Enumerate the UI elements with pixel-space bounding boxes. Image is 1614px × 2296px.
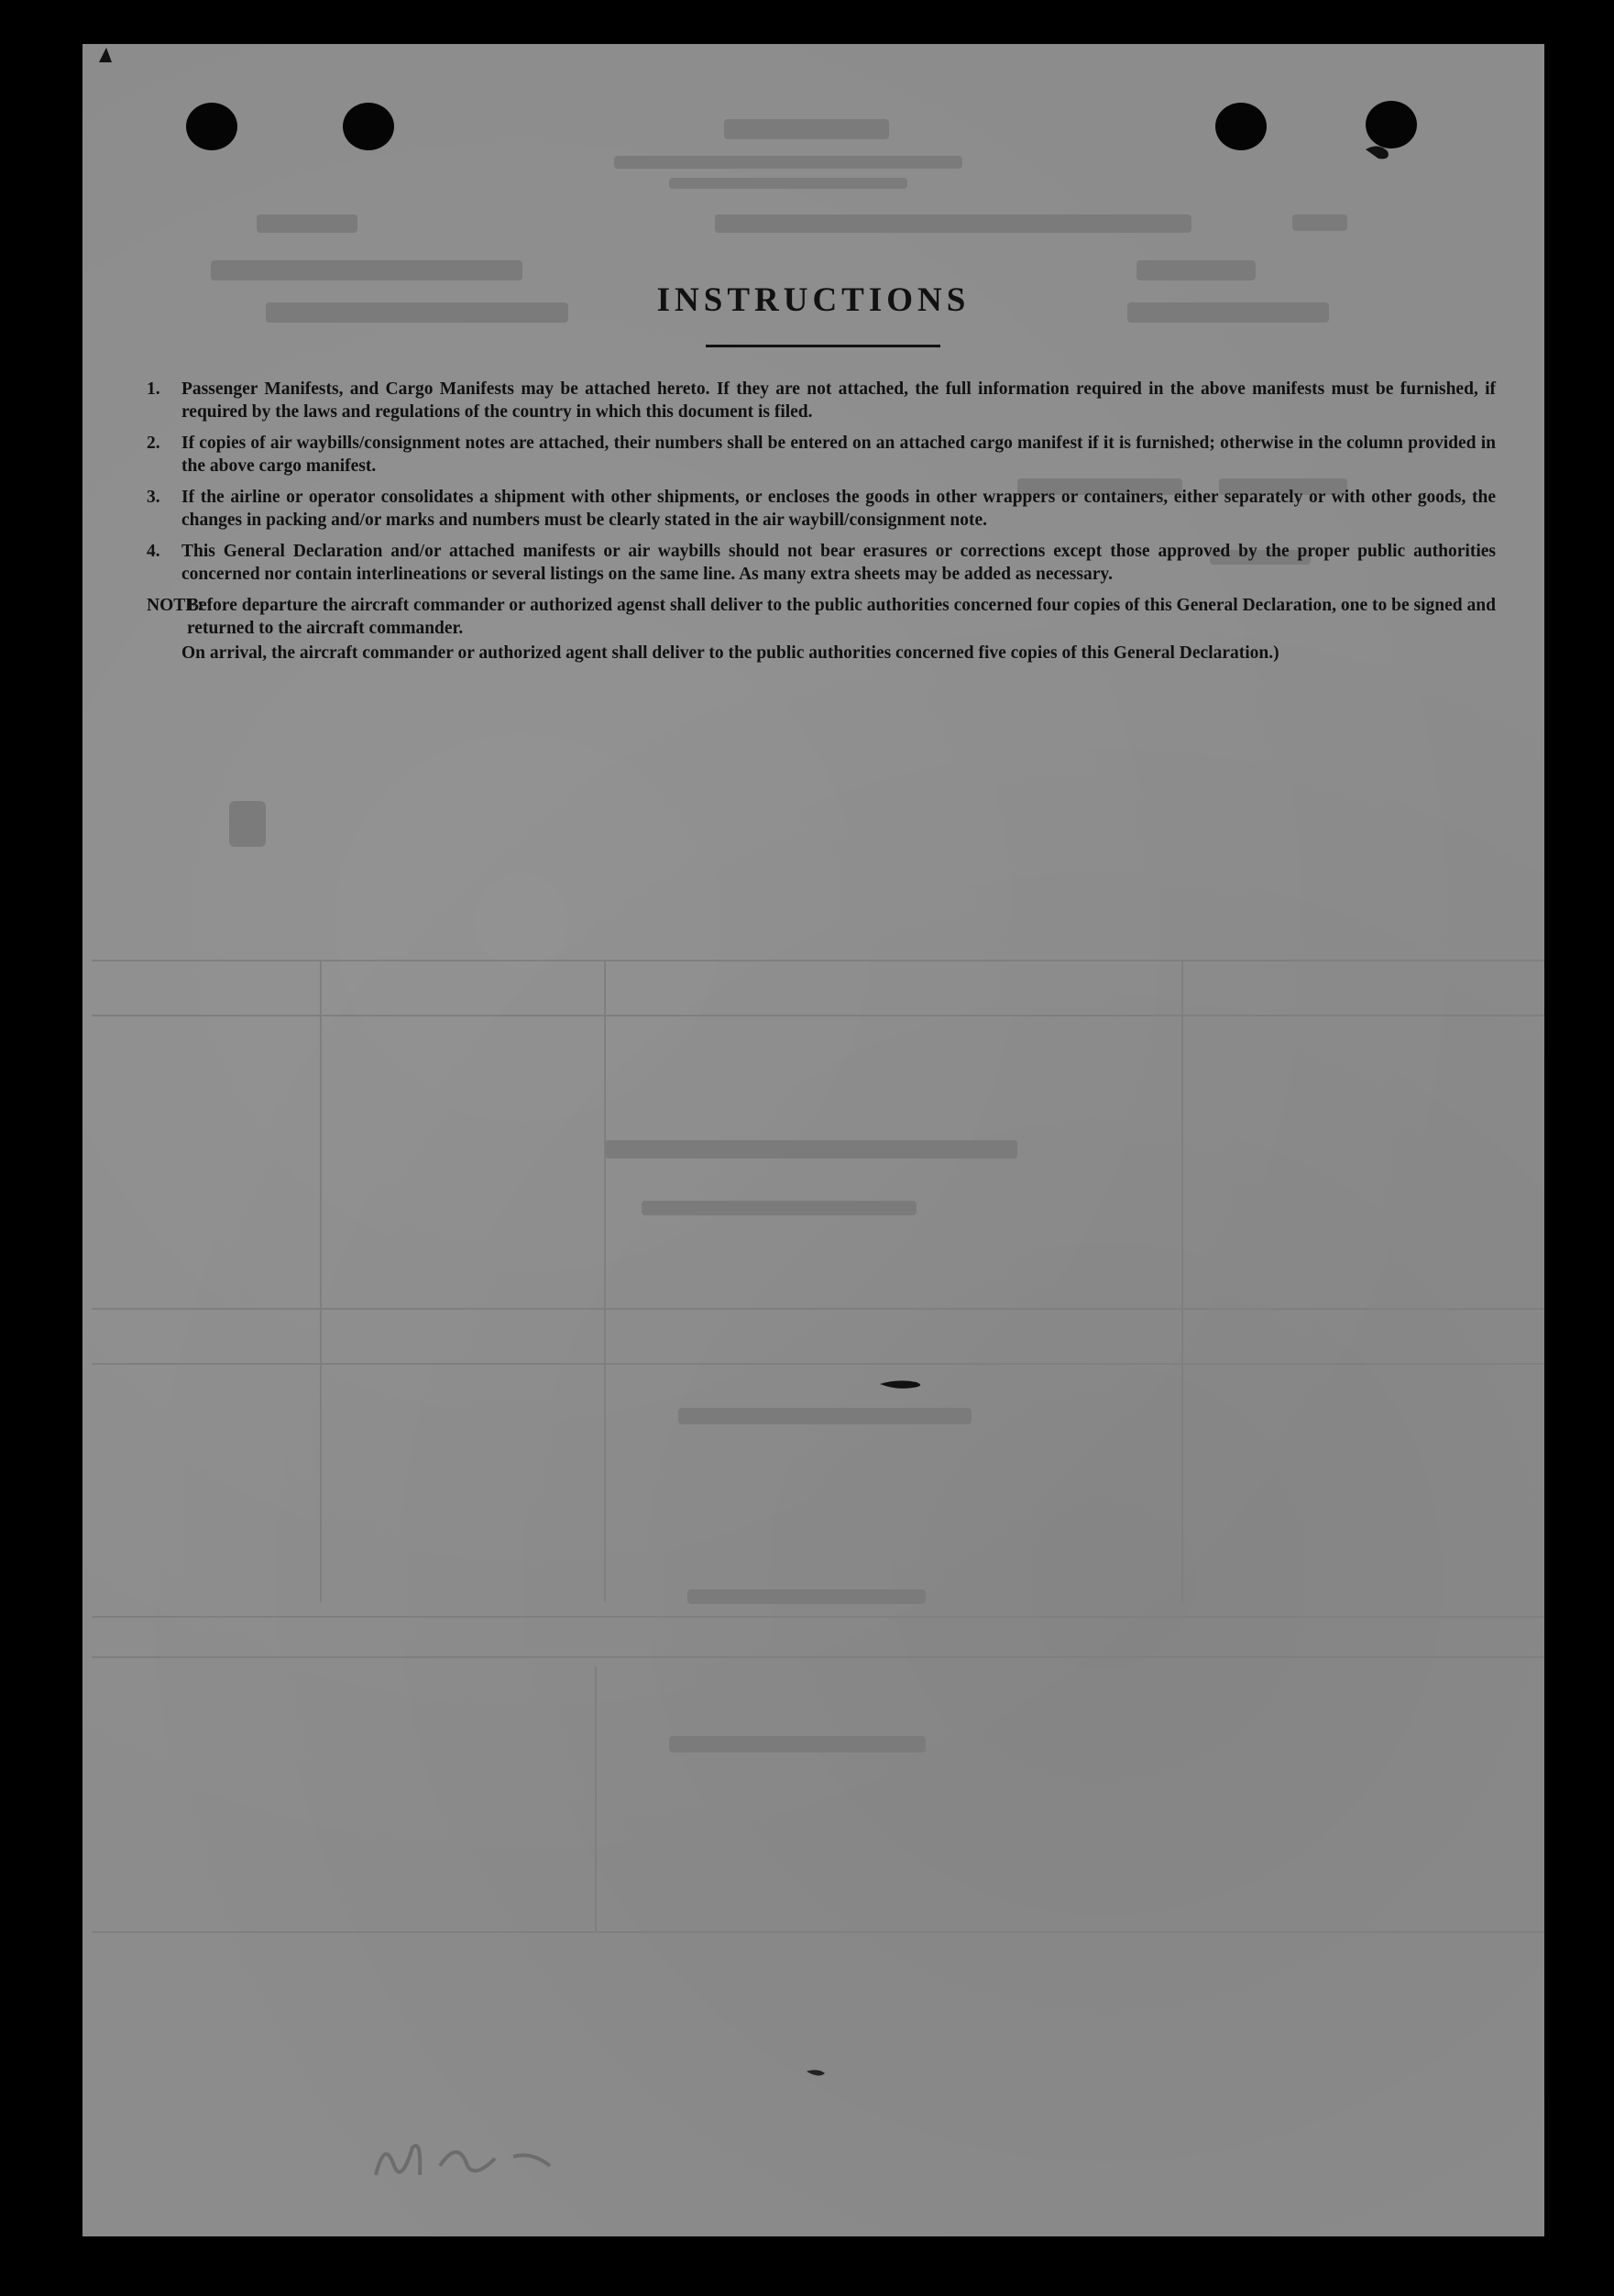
page-title: INSTRUCTIONS: [656, 281, 971, 319]
instruction-item: [147, 378, 1496, 423]
instruction-item: [147, 486, 1496, 532]
document-sheet: [82, 44, 1544, 2236]
item-text: Passenger Manifests, and Cargo Manifests may be attached hereto. If they are not attached, the full information required in the above manifests must be furnished, if required by the laws and regulations of the country in which this document is filed.: [181, 379, 1496, 422]
item-number: 1.: [147, 379, 160, 399]
title-underline: [706, 345, 940, 347]
note-second-paragraph: On arrival, the aircraft commander or authorized agent shall deliver to the public authorities concerned five copies of this General Declaration.): [181, 643, 1279, 663]
note-section: [147, 594, 1496, 665]
item-text: This General Declaration and/or attached manifests or air waybills should not bear erasures or corrections except those approved by the proper public authorities concerned nor contain interlineations or several listings on the same line. As many extra sheets may be added as necessary.: [181, 542, 1496, 584]
item-text: If the airline or operator consolidates a shipment with other shipments, or encloses the goods in other wrappers or containers, either separately or with other goods, the changes in packing and/or marks and numbers must be clearly stated in the air waybill/consignment note.: [181, 488, 1496, 530]
item-number: 4.: [147, 542, 160, 561]
handwritten-initials: [357, 2120, 577, 2193]
item-number: 2.: [147, 434, 160, 453]
item-number: 3.: [147, 488, 160, 507]
instructions-list: [147, 378, 1496, 665]
bleed-through-marks: [82, 44, 1544, 2236]
note-text: Before departure the aircraft commander or authorized agenst shall deliver to the public authorities concerned four copies of this General Declaration, one to be signed and returned to the aircraft commander.: [187, 596, 1496, 638]
note-first-paragraph: [147, 594, 1496, 640]
note-label: NOTE:: [147, 596, 203, 615]
instruction-item: [147, 540, 1496, 586]
item-text: If copies of air waybills/consignment notes are attached, their numbers shall be entered on an attached cargo manifest if it is furnished; otherwise in the column provided in the above cargo manifest.: [181, 434, 1496, 476]
instruction-item: [147, 432, 1496, 478]
